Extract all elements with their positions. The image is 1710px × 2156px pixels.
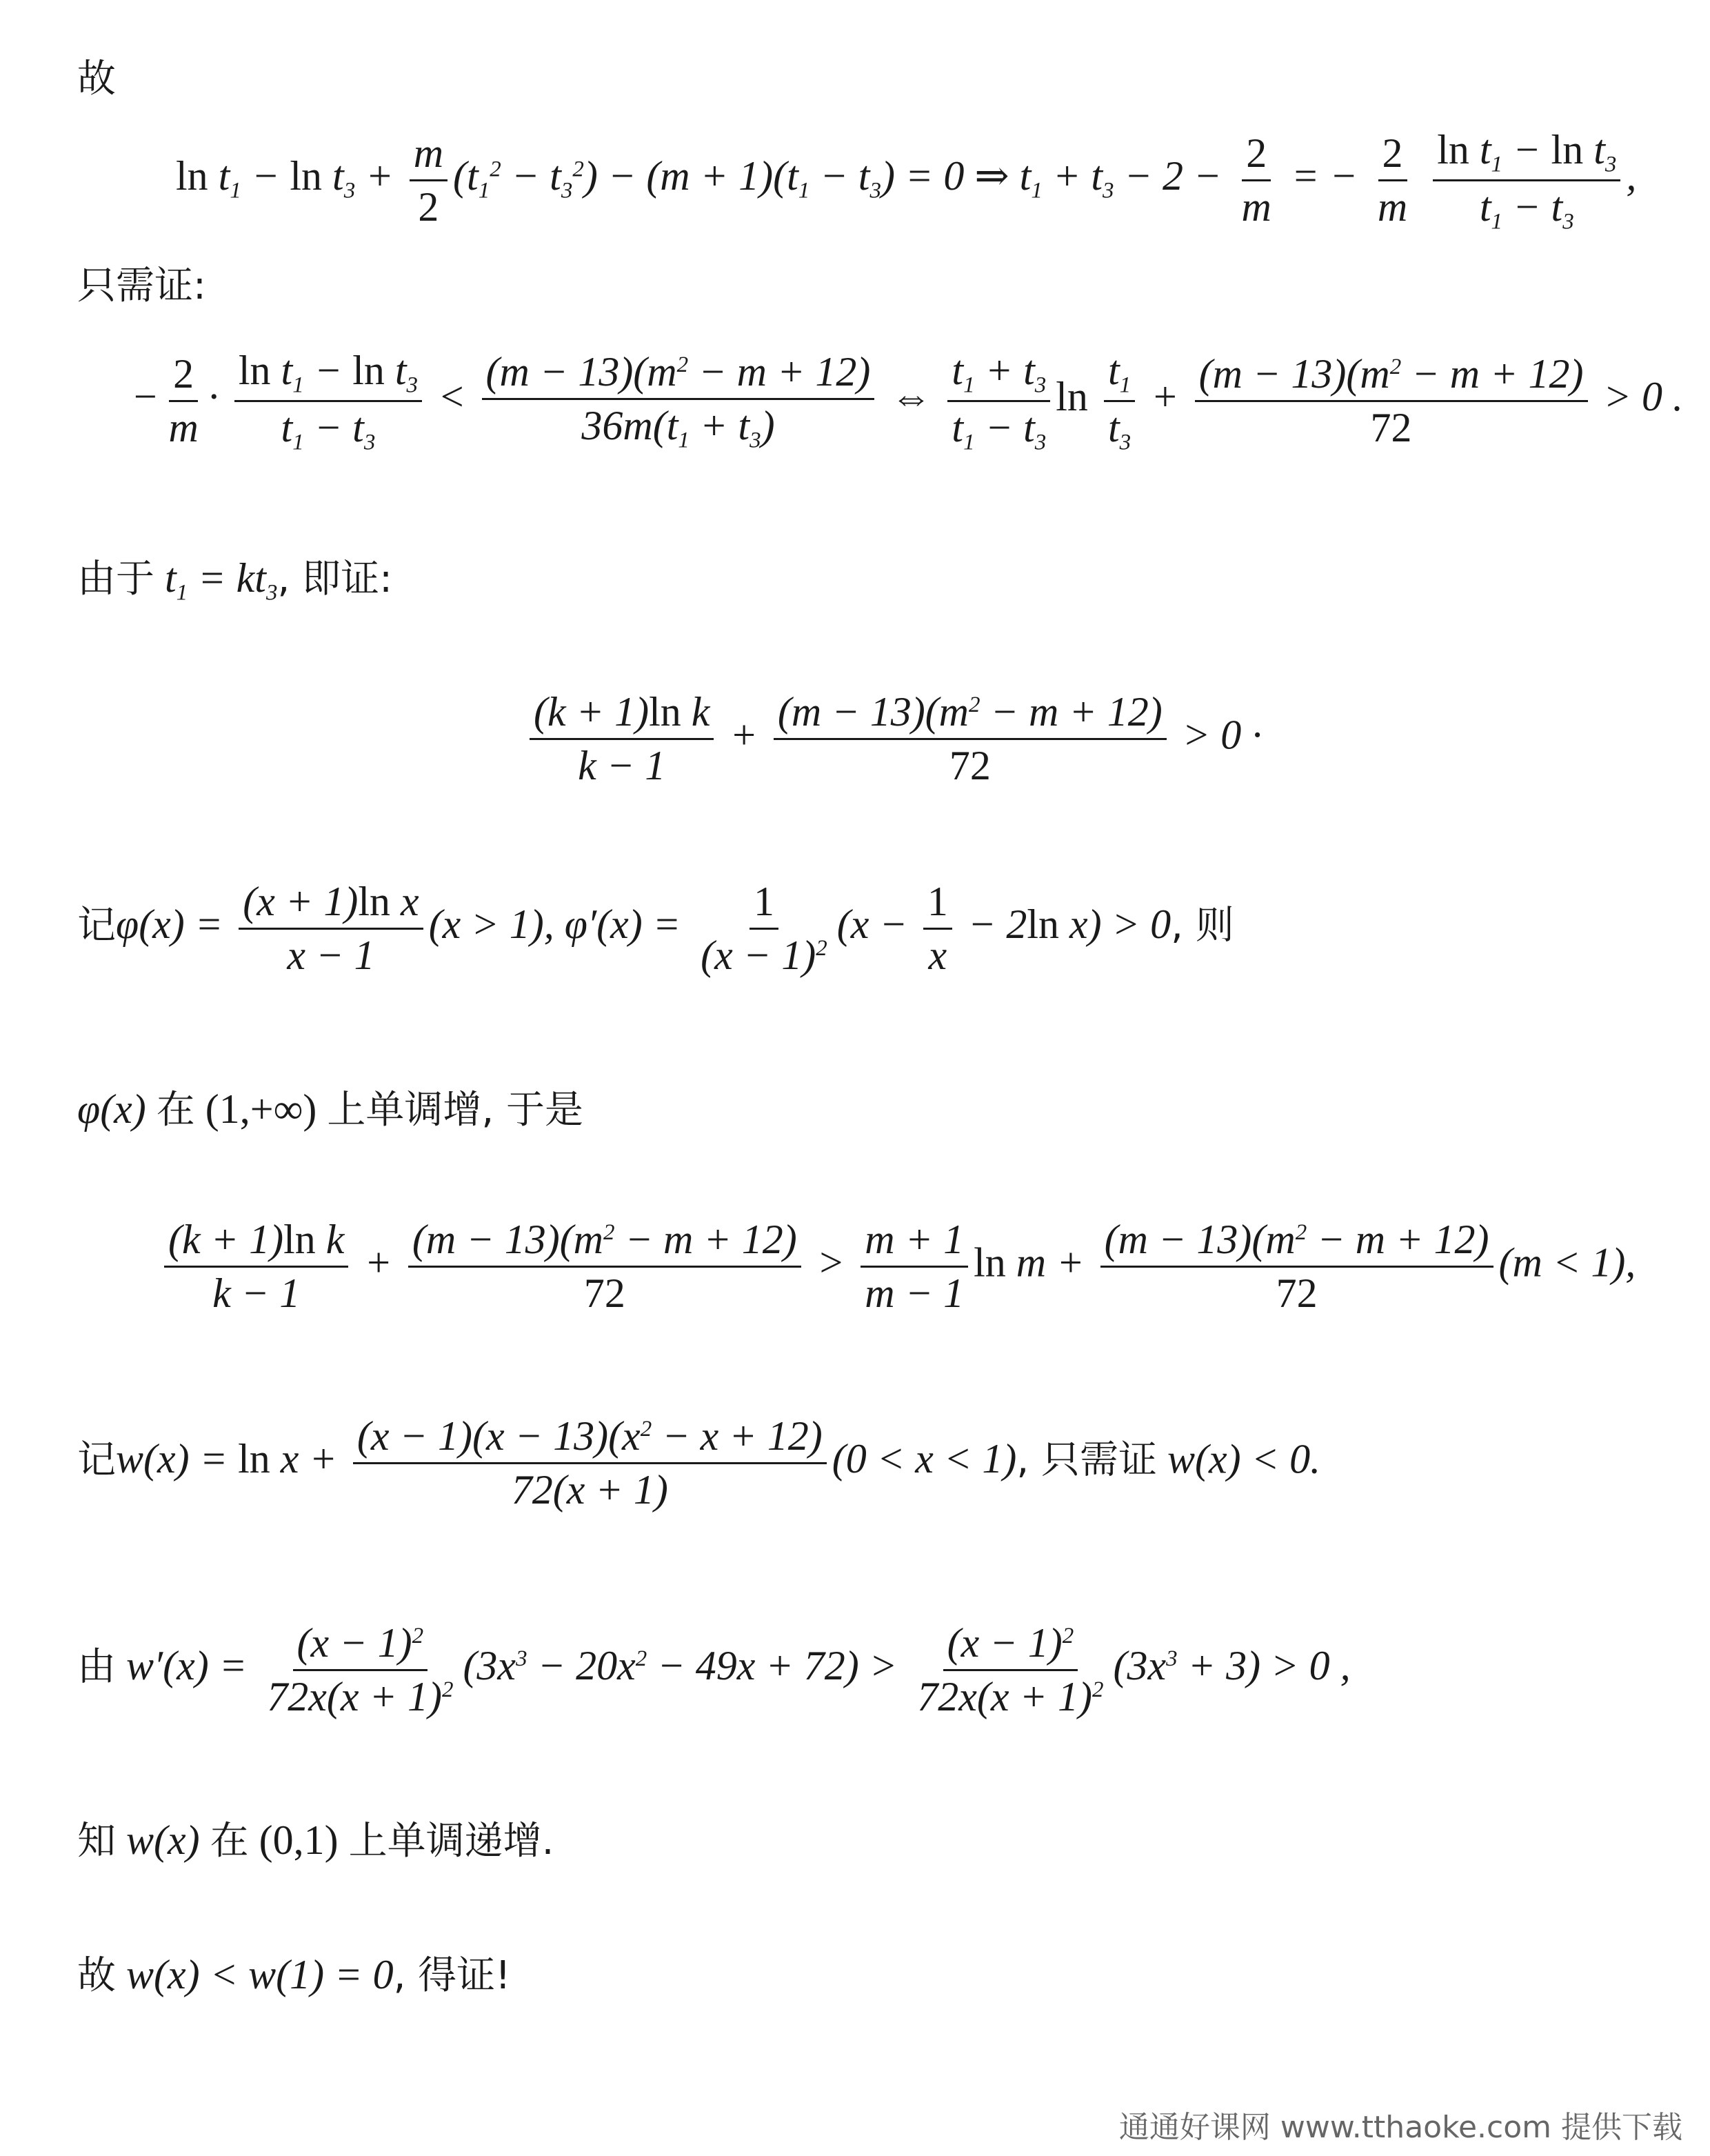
equation-3: $\frac{\text{(k + 1)ln k}}{k - 1}$ + $\frac{(m - 13)(m^2 - m + 12)}{72}$ > 0 · [524,686,1262,792]
equation-4: $\frac{\text{(k + 1)ln k}}{k - 1}$ + $\frac{(m - 13)(m^2 - m + 12)}{72}$ > $\frac{m + 1}{m - 1}$ ln m + $\frac{(m - 13)(m^2 - m + 12)}{72}$ (m < 1), [159,1214,1636,1319]
equation-2: − $\frac{2}{m}$ · $\frac{\ln t_1 - \ln t_3}{t_1 - t_3}$ < $\frac{(m - 13)(m^2 - m + 12)}{36m(t_1 + t_3)}$ ⇔ $\frac{t_1 + t_3}{t_1 - t_3}$ ln $\frac{t_1}{t_3}$ + $\frac{(m - 13)(m^2 - m + 12)}{72}$ > 0 . [131,345,1683,457]
text-only-need: 只需证: [77,263,206,308]
text-phi-increasing: φ(x) 在 (1,+∞) 上单调增, 于是 [77,1086,583,1132]
watermark: 通通好课网 www.tthaoke.com 提供下载 [1118,2110,1682,2145]
text-conclusion: 故 w(x) < w(1) = 0, 得证! [77,1952,511,1998]
text-w-derivative: 由 w′(x) = $\frac{(x - 1)^2}{72x(x + 1)^2}$ $(3x^3 - 20x^2 - 49x + 72)$ > $\frac{(x - 1)^2}{72x(x + 1)^2}$ $(3x^3 + 3) > 0$ , [77,1617,1351,1723]
text-gu-1: 故 [77,57,116,101]
text-phi-def: 记φ(x) = $\frac{\text{(x + 1)ln x}}{x - 1}$ (x > 1), φ′(x) = $\frac{1}{(x - 1)^2}$ (x − $\frac{1}{x}$ − 2ln x) > 0, 则 [77,876,1234,981]
text-since: 由于 $t_1 = kt_3$, 即证: [77,555,392,606]
text-w-increasing: 知 w(x) 在 (0,1) 上单调递增. [77,1817,554,1864]
text-w-def: 记w(x) = ln x + $\frac{(x - 1)(x - 13)(x^2 - x + 12)}{72(x + 1)}$ (0 < x < 1), 只需证 w(x) < 0. [77,1410,1320,1516]
equation-1: $\ln t_1 - \ln t_3$ + $\frac{m}{2}$ $(t_1^2 - t_3^2) - (m + 1)(t_1 - t_3) = 0$ ⇒ $t_1 + t_3 - 2$ − $\frac{2}{m}$ = − $\frac{2}{m}$ $\frac{\ln t_1 - \ln t_3}{t_1 - t_3}$ , [176,124,1636,237]
